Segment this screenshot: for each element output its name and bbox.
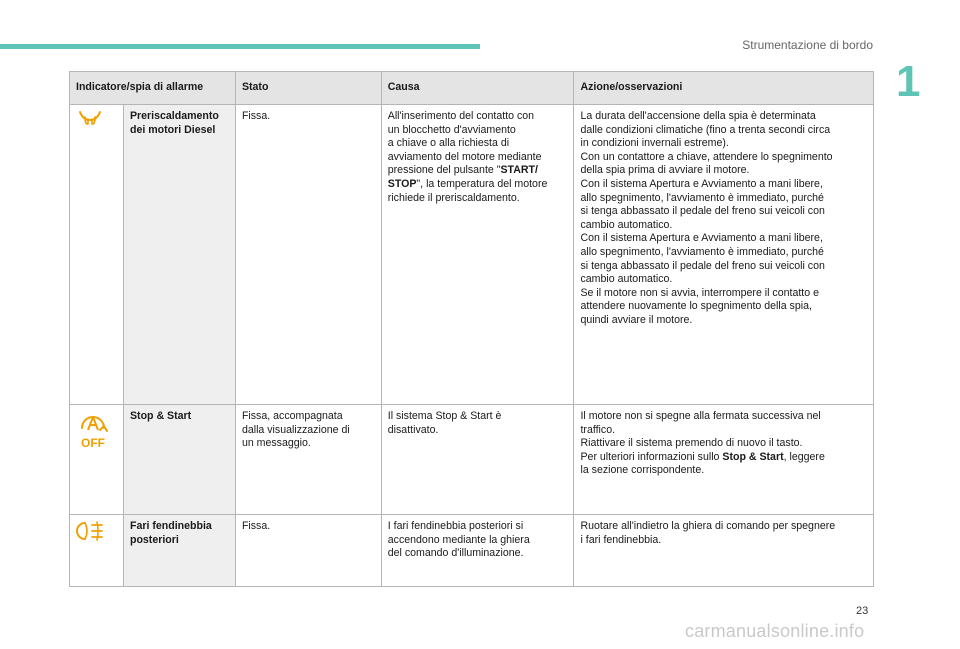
cause-text: All'inserimento del contatto con un blocchetto d'avviamento a chiave o alla richiesta di avviamento del motore mediante pressione del pulsante " bbox=[387, 110, 542, 177]
indicator-name: Fari fendinebbia posteriori bbox=[123, 515, 235, 587]
page-number: 23 bbox=[856, 605, 869, 617]
indicator-action: Ruotare all'indietro la ghiera di comando per spegnere i fari fendinebbia. bbox=[574, 515, 874, 587]
indicator-cause: I fari fendinebbia posteriori si accendono mediante la ghiera del comando d'illuminazione. bbox=[381, 515, 574, 587]
indicator-cause bbox=[381, 105, 574, 405]
indicator-state: Fissa. bbox=[235, 105, 381, 405]
table-row bbox=[70, 105, 874, 405]
start-stop-button-label: START/ STOP bbox=[387, 164, 538, 190]
header-accent-bar bbox=[0, 44, 480, 49]
icon-cell bbox=[70, 405, 124, 515]
column-header-state: Stato bbox=[235, 72, 381, 105]
stop-start-reference: Stop & Start bbox=[722, 450, 784, 463]
column-header-indicator: Indicatore/spia di allarme bbox=[70, 72, 236, 105]
glow-plug-icon bbox=[76, 110, 104, 126]
table-row bbox=[70, 515, 874, 587]
column-header-cause: Causa bbox=[381, 72, 574, 105]
indicator-state: Fissa, accompagnata dalla visualizzazione di un messaggio. bbox=[235, 405, 381, 515]
icon-cell bbox=[70, 515, 124, 587]
indicator-state: Fissa. bbox=[235, 515, 381, 587]
indicator-action: La durata dell'accensione della spia è determinata dalle condizioni climatiche (fino a trenta secondi circa in condizioni invernali estreme). Con un contattore a chiave, attendere lo spegnimento della spia prima di avviare il motore. Con il sistema Apertura e Avviamento a mani libere, allo spegnimento, l'avviamento è immediato, purché si tenga abbassato il pedale del freno sui veicoli con cambio automatico. Con il sistema Apertura e Avviamento a mani libere, allo spegnimento, l'avviamento è immediato, purché si tenga abbassato il pedale del freno sui veicoli con cambio automatico. Se il motore non si avvia, interrompere il contatto e attendere nuovamente lo spegnimento della spia, quindi avviare il motore. bbox=[574, 105, 874, 405]
action-text-end: , leggere la sezione corrispondente. bbox=[580, 450, 825, 477]
stop-start-off-icon bbox=[76, 410, 110, 450]
indicator-name: Stop & Start bbox=[123, 405, 235, 515]
stop-start-off-label: OFF bbox=[81, 436, 105, 450]
chapter-number: 1 bbox=[896, 57, 921, 106]
indicator-action bbox=[574, 405, 874, 515]
table-row bbox=[70, 405, 874, 515]
warning-lights-table bbox=[69, 71, 874, 587]
table-header-row bbox=[70, 72, 874, 105]
indicator-cause: Il sistema Stop & Start è disattivato. bbox=[381, 405, 574, 515]
action-text: Il motore non si spegne alla fermata successiva nel traffico. Riattivare il sistema premendo di nuovo il tasto. Per ulteriori informazioni sullo bbox=[580, 410, 821, 463]
cause-text-end: ", la temperatura del motore richiede il preriscaldamento. bbox=[387, 177, 548, 204]
section-title: Strumentazione di bordo bbox=[742, 38, 873, 52]
icon-cell bbox=[70, 105, 124, 405]
rear-fog-light-icon bbox=[76, 520, 106, 542]
column-header-action: Azione/osservazioni bbox=[574, 72, 874, 105]
watermark-text: carmanualsonline.info bbox=[685, 621, 865, 641]
indicator-name: Preriscaldamento dei motori Diesel bbox=[123, 105, 235, 405]
